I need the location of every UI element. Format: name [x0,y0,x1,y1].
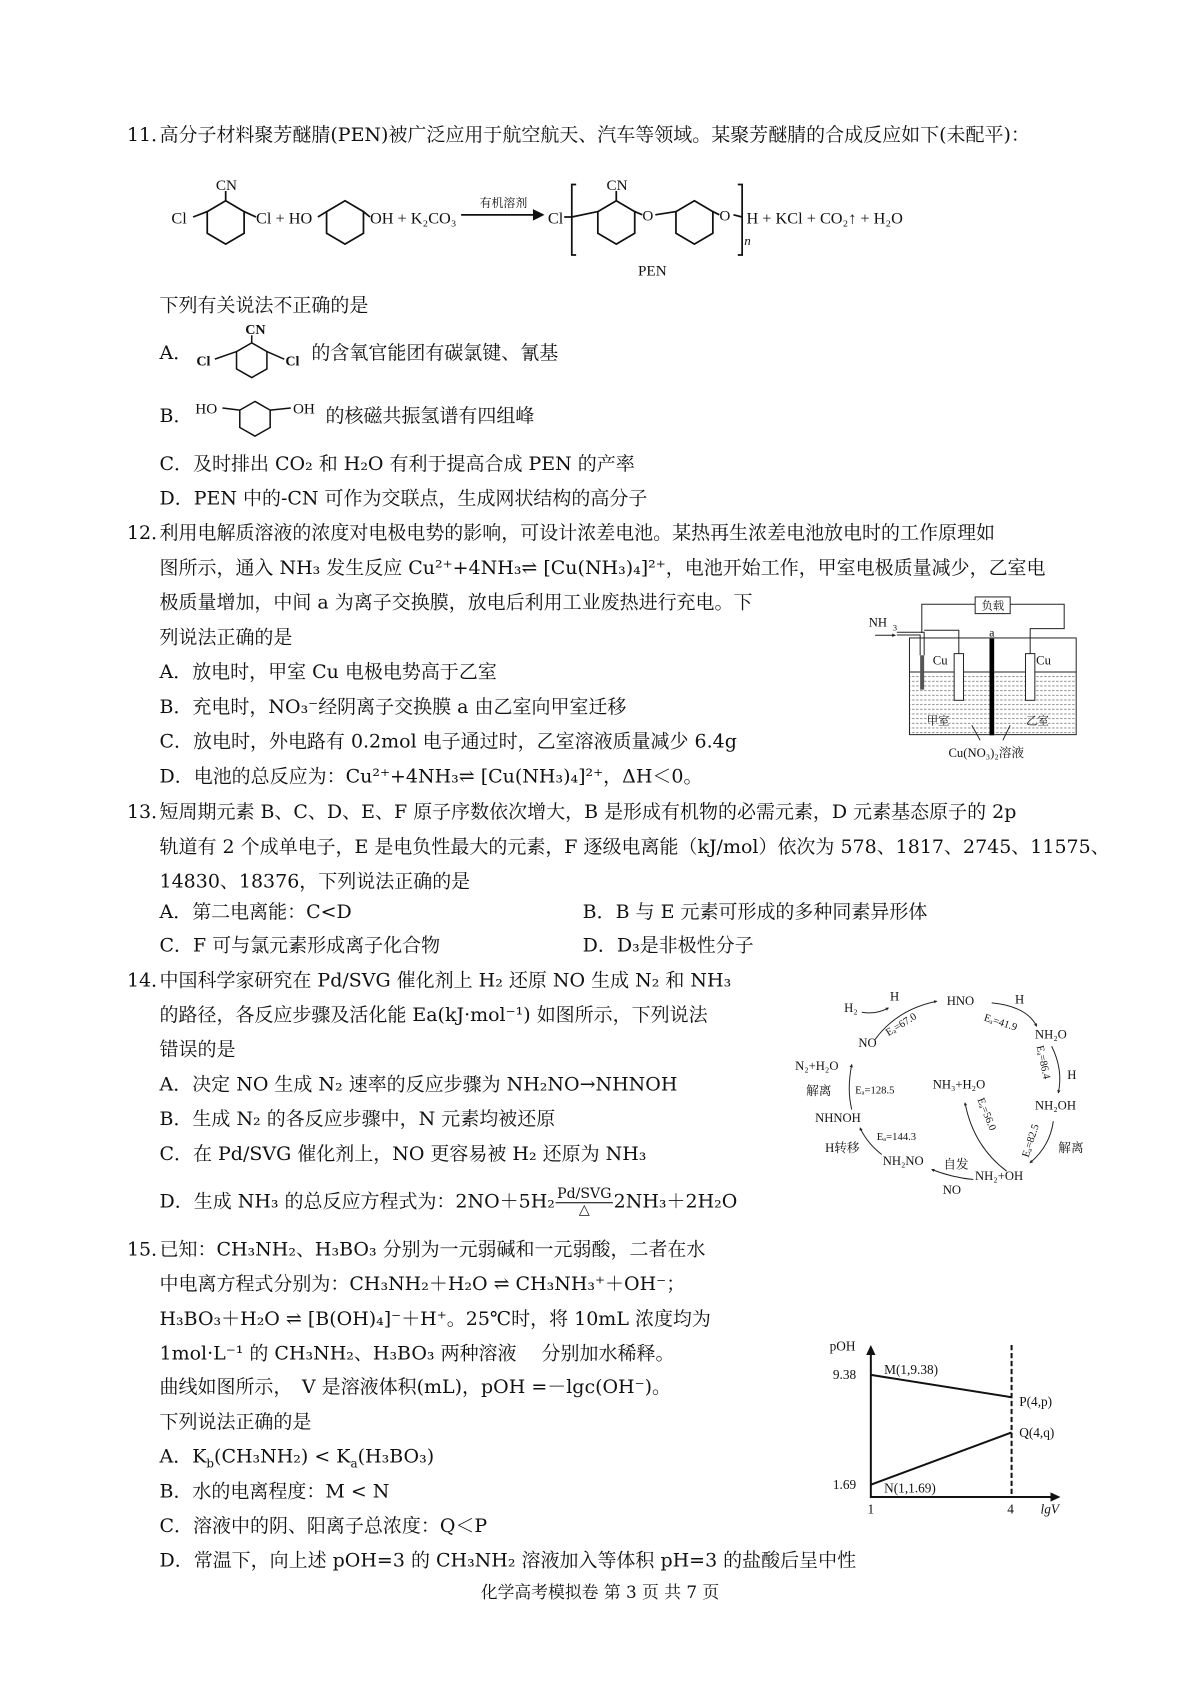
nh3-tube [920,655,924,689]
cu-left-label: Cu [932,653,948,668]
q12-option-b[interactable]: B．充电时，NO₃⁻经阴离子交换膜 a 由乙室向甲室迁移 [159,696,627,719]
ion-exchange-membrane [989,639,994,736]
reaction-condition [556,1187,613,1218]
h-label: H [890,989,900,1004]
point-q-label: Q(4,q) [1019,1425,1055,1441]
ea-67-label: Eₐ=67.0 [884,1011,919,1039]
nh2oh-label: NH₂OH [1034,1098,1076,1113]
option-b-oh: OH [292,400,315,418]
spontaneous-label: 自发 [943,1157,969,1172]
q14-stem-line: 中国科学家研究在 Pd/SVG 催化剂上 H₂ 还原 NO 生成 N₂ 和 NH₃ [159,969,732,992]
x-axis-label: lgV [1040,1501,1059,1517]
nh2o-label: NH₂O [1034,1027,1067,1042]
membrane-label: a [989,625,995,640]
no-label: NO [942,1183,961,1198]
q15-stem-line: 下列说法正确的是 [159,1411,312,1434]
q12-stem-line: 列说法正确的是 [159,627,293,649]
cu-right-label: Cu [1036,653,1051,668]
q14-number: 14． [126,969,171,992]
q15-option-d[interactable]: D．常温下，向上述 pOH=3 的 CH₃NH₂ 溶液加入等体积 pH=3 的盐酸后呈中性 [159,1550,857,1573]
q12-option-d[interactable]: D．电池的总反应为：Cu²⁺+4NH₃⇌ [Cu(NH₃)₄]²⁺，ΔH＜0。 [159,766,703,788]
ea-86-4-label: Eₐ=86.4 [1033,1044,1052,1081]
line-nq [871,1432,1012,1484]
ether-o: O [642,207,654,225]
solution-label: Cu(NO₃)₂溶液 [948,745,1025,760]
nhnoh-label: NHNOH [815,1110,861,1125]
q14-stem-line: 错误的是 [159,1039,236,1062]
subscript: a [350,1456,358,1471]
benzene-ring [676,201,713,244]
benzene-ring [598,201,635,244]
catalyst: Pd/SVG [557,1185,612,1203]
q14-option-b[interactable]: B．生成 N₂ 的各反应步骤中，N 元素均被还原 [159,1108,556,1131]
h-label: H [1015,992,1025,1007]
q12-stem-line: 利用电解质溶液的浓度对电极电势的影响，可设计浓差电池。某热再生浓差电池放电时的工作原理如 [159,522,995,545]
product-cn: CN [606,176,628,194]
n2-h2o-label: N₂+H₂O [795,1059,839,1074]
option-a-cl-right: Cl [285,353,300,370]
q11-option-a-label[interactable]: A． [159,342,193,365]
nh2-oh-label: NH₂+OH [975,1169,1024,1184]
q11-option-b-label[interactable]: B． [159,405,193,428]
ea-82-5-label: Eₐ=82.5 [1020,1122,1042,1159]
repeat-n: n [744,233,751,249]
cu-electrode-right [1026,654,1035,701]
q15-option-b[interactable]: B．水的电离程度：M < N [159,1481,390,1503]
cu-electrode-left [954,654,963,701]
q11-prompt: 下列有关说法不正确的是 [159,295,369,317]
reactant-cn: CN [215,176,238,194]
x-tick-1: 1 [867,1501,875,1517]
dissociation-label: 解离 [806,1084,832,1099]
h-transfer-label: H转移 [825,1140,860,1155]
h2-label: H₂ [844,1001,858,1016]
q15-option-a[interactable] [159,1444,434,1477]
reactant-oh-k2co3: OH + K₂CO₃ [369,209,457,228]
q13-option-a[interactable]: A．第二电离能：C<D [159,901,352,924]
q11-option-d[interactable]: D．PEN 中的-CN 可作为交联点，生成网状结构的高分子 [159,488,648,510]
room-a-label: 甲室 [926,715,950,728]
dissociation-label: 解离 [1058,1140,1084,1155]
line-mp [871,1375,1012,1397]
nh3-sub: 3 [892,622,898,633]
ea-128-5-label: Eₐ=128.5 [855,1085,895,1097]
q13-stem-line: 14830、18376，下列说法正确的是 [159,871,471,893]
q14-option-c[interactable]: C．在 Pd/SVG 催化剂上，NO 更容易被 H₂ 还原为 NH₃ [159,1143,647,1166]
pen-label: PEN [637,262,667,280]
option-a-cn: CN [245,322,266,339]
y-tick-1-69: 1.69 [832,1477,857,1493]
y-tick-9-38: 9.38 [832,1367,857,1383]
q14-option-d[interactable] [159,1187,737,1218]
q11-option-a-text: 的含氧官能团有碳氯键、氰基 [311,342,559,365]
room-b-label: 乙室 [1026,715,1049,728]
q13-option-c[interactable]: C．F 可与氯元素形成离子化合物 [159,935,441,957]
reaction-condition: 有机溶剂 [479,196,528,211]
q15-stem-line: 曲线如图所示， V 是溶液体积(mL)，pOH =－lgc(OH⁻)。 [159,1376,672,1399]
q14-d-post: 2NH₃＋2H₂O [613,1191,738,1214]
point-p-label: P(4,p) [1019,1393,1053,1409]
q14-reaction-cycle [780,990,1110,1220]
benzene-ring [207,201,244,244]
subscript: b [206,1456,215,1471]
no-label: NO [858,1035,877,1050]
benzene-ring [327,201,364,244]
q14-stem-line: 的路径，各反应步骤及活化能 Ea(kJ·mol⁻¹) 如图所示，下列说法 [159,1004,708,1027]
option-a-text: (H₃BO₃) [357,1446,435,1469]
q14-option-a[interactable]: A．决定 NO 生成 N₂ 速率的反应步骤为 NH₂NO→NHNOH [159,1074,678,1096]
q11-number: 11． [126,124,171,147]
q13-option-b[interactable]: B．B 与 E 元素可形成的多种同素异形体 [582,901,928,924]
q12-stem-line: 图所示，通入 NH₃ 发生反应 Cu²⁺+4NH₃⇌ [Cu(NH₃)₄]²⁺，电池开始工作，甲室电极质量减少，乙室电 [159,557,1046,580]
option-a-text: A．K [159,1446,207,1469]
page-footer: 化学高考模拟卷 第 3 页 共 7 页 [480,1583,720,1603]
q11-stem: 高分子材料聚芳醚腈(PEN)被广泛应用于航空航天、汽车等领域。某聚芳醚腈的合成反应如下(未配平)： [159,124,1030,147]
q12-option-a[interactable]: A．放电时，甲室 Cu 电极电势高于乙室 [159,661,497,684]
q12-option-c[interactable]: C．放电时，外电路有 0.2mol 电子通过时，乙室溶液质量减少 6.4g [159,731,737,753]
heat-symbol: △ [578,1202,590,1219]
ea-41-9-label: Eₐ=41.9 [982,1012,1019,1034]
option-a-cl-left: Cl [196,353,211,370]
ea-144-3-label: Eₐ=144.3 [876,1132,917,1144]
ether-o: O [719,207,731,225]
q15-stem-line: H₃BO₃＋H₂O ⇌ [B(OH)₄]⁻＋H⁺。25℃时，将 10mL 浓度均为 [159,1308,711,1331]
nh3-label: NH [868,615,888,630]
reactant-cl-left: Cl [171,209,187,228]
x-tick-4: 4 [1007,1501,1014,1517]
q11-option-c[interactable]: C．及时排出 CO₂ 和 H₂O 有利于提高合成 PEN 的产率 [159,453,635,476]
ea-56-label: Eₐ=56.0 [974,1096,998,1133]
reactant-cl-plus-ho: Cl + HO [256,209,313,228]
point-n-label: N(1,1.69) [884,1480,936,1496]
h-label: H [1067,1067,1077,1082]
q15-stem-line: 中电离方程式分别为：CH₃NH₂＋H₂O ⇌ CH₃NH₃⁺＋OH⁻； [159,1273,686,1296]
option-b-ho: HO [195,400,218,418]
q13-stem-line: 短周期元素 B、C、D、E、F 原子序数依次增大，B 是形成有机物的必需元素，D 元素基态原子的 2p [159,801,1017,824]
q13-number: 13． [126,801,171,824]
q13-option-d[interactable]: D．D₃是非极性分子 [582,935,754,957]
y-axis-label: pOH [829,1338,856,1354]
option-a-text: (CH₃NH₂) < K [214,1446,351,1469]
q14-d-pre: D．生成 NH₃ 的总反应方程式为：2NO＋5H₂ [159,1191,555,1214]
nh2no-label: NH₂NO [882,1154,924,1169]
hno-label: HNO [946,994,975,1009]
q15-option-c[interactable]: C．溶液中的阴、阳离子总浓度：Q＜P [159,1515,488,1538]
q11-option-b-text: 的核磁共振氢谱有四组峰 [325,405,535,428]
q12-number: 12． [126,522,171,545]
point-m-label: M(1,9.38) [884,1361,939,1377]
q15-poh-graph [790,1340,1100,1540]
nh3-h2o-label: NH₃+H₂O [932,1077,986,1092]
products-rest: H + KCl + CO₂↑ + H₂O [746,209,903,228]
q15-number: 15． [126,1239,171,1261]
load-label: 负载 [981,600,1005,613]
q15-stem-line: 1mol·L⁻¹ 的 CH₃NH₂、H₃BO₃ 两种溶液 分别加水稀释。 [159,1343,675,1365]
q12-stem-line: 极质量增加，中间 a 为离子交换膜，放电后利用工业废热进行充电。下 [159,592,753,615]
q15-stem-line: 已知：CH₃NH₂、H₃BO₃ 分别为一元弱碱和一元弱酸，二者在水 [159,1239,706,1261]
q12-battery-diagram [780,590,1100,770]
product-cl: Cl [547,209,564,228]
q13-stem-line: 轨道有 2 个成单电子，E 是电负性最大的元素，F 逐级电离能（kJ/mol）依次为 578、1817、2745、11575、 [159,836,1110,859]
